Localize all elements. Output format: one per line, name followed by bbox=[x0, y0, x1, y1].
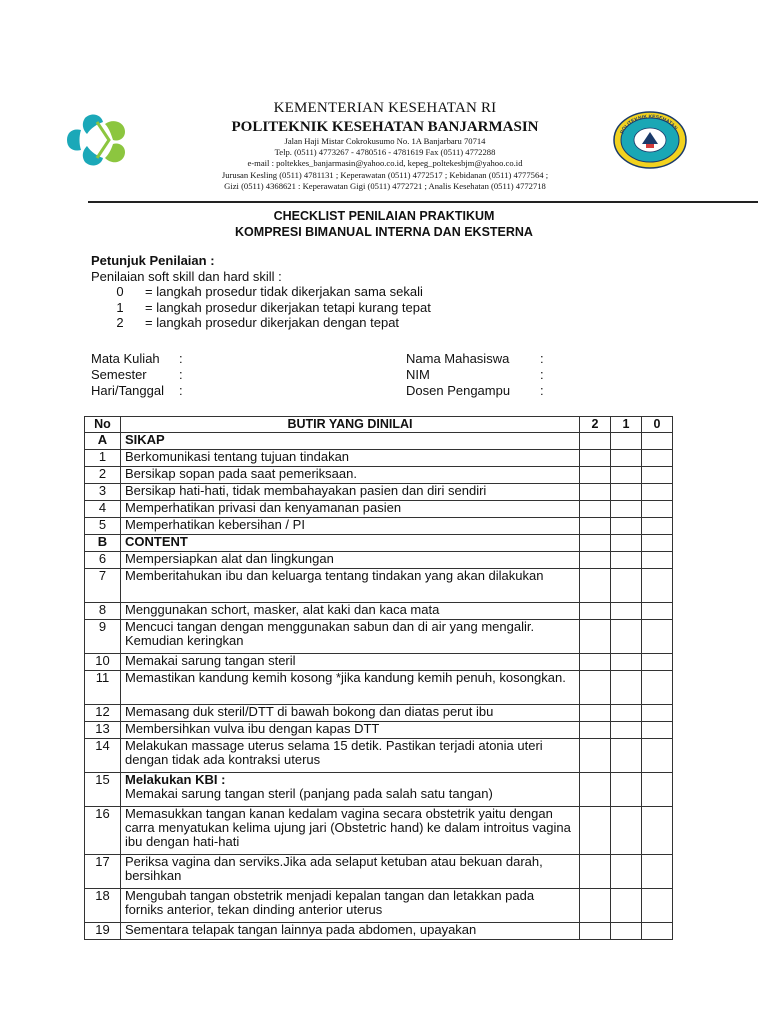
score-cell-2[interactable] bbox=[580, 433, 611, 450]
score-cell-1[interactable] bbox=[611, 807, 642, 855]
identity-colon: : bbox=[540, 367, 544, 382]
institution-name: POLITEKNIK KESEHATAN BANJARMASIN bbox=[231, 119, 539, 135]
assessment-item: Melakukan massage uterus selama 15 detik. Pastikan terjadi atonia uteri dengan tidak ada kontraksi uterus bbox=[121, 739, 580, 773]
email-line: e-mail : poltekkes_banjarmasin@yahoo.co.id, kepeg_poltekesbjm@yahoo.co.id bbox=[247, 158, 523, 169]
row-number: 11 bbox=[85, 671, 121, 705]
scale-item bbox=[91, 300, 431, 316]
assessment-item: Mempersiapkan alat dan lingkungan bbox=[121, 552, 580, 569]
identity-colon: : bbox=[540, 383, 544, 398]
score-cell-0[interactable] bbox=[642, 484, 673, 501]
scale-item bbox=[91, 284, 431, 300]
table-row bbox=[85, 807, 673, 855]
score-cell-1[interactable] bbox=[611, 518, 642, 535]
score-cell-1[interactable] bbox=[611, 484, 642, 501]
row-number: 5 bbox=[85, 518, 121, 535]
kemenkes-logo bbox=[57, 108, 133, 172]
score-cell-2[interactable] bbox=[580, 807, 611, 855]
row-number: 10 bbox=[85, 654, 121, 671]
department-line-1: Jurusan Kesling (0511) 4781131 ; Keperawatan (0511) 4772517 ; Kebidanan (0511) 4777564 ; bbox=[221, 169, 549, 180]
assessment-item: Sementara telapak tangan lainnya pada abdomen, upayakan bbox=[121, 923, 580, 940]
assessment-item: Membersihkan vulva ibu dengan kapas DTT bbox=[121, 722, 580, 739]
table-header-row bbox=[85, 417, 673, 433]
assessment-item: Mencuci tangan dengan menggunakan sabun dan di air yang mengalir. Kemudian keringkan bbox=[121, 620, 580, 654]
score-cell-2[interactable] bbox=[580, 450, 611, 467]
identity-field bbox=[406, 367, 544, 383]
score-cell-1[interactable] bbox=[611, 552, 642, 569]
letterhead bbox=[150, 99, 620, 192]
row-number: 14 bbox=[85, 739, 121, 773]
assessment-instructions bbox=[91, 253, 431, 331]
score-cell-2[interactable] bbox=[580, 535, 611, 552]
assessment-item: Menggunakan schort, masker, alat kaki dan kaca mata bbox=[121, 603, 580, 620]
letterhead-divider bbox=[88, 201, 758, 203]
score-cell-2[interactable] bbox=[580, 705, 611, 722]
assessment-item: Memasukkan tangan kanan kedalam vagina secara obstetrik yaitu dengan carra menyatukan kelima ujung jari (Obstetric hand) ke dalam introitus vagina ibu dengan hati-hati bbox=[121, 807, 580, 855]
score-cell-2[interactable] bbox=[580, 773, 611, 807]
table-row bbox=[85, 501, 673, 518]
score-cell-2[interactable] bbox=[580, 739, 611, 773]
score-cell-2[interactable] bbox=[580, 484, 611, 501]
score-cell-2[interactable] bbox=[580, 518, 611, 535]
identity-field bbox=[406, 351, 544, 367]
scale-description: = langkah prosedur dikerjakan tetapi kurang tepat bbox=[145, 299, 431, 315]
score-cell-1[interactable] bbox=[611, 855, 642, 889]
score-cell-2[interactable] bbox=[580, 722, 611, 739]
section-heading: SIKAP bbox=[121, 433, 580, 450]
row-number: B bbox=[85, 535, 121, 552]
assessment-item: Memperhatikan kebersihan / PI bbox=[121, 518, 580, 535]
instructions-heading: Petunjuk Penilaian : bbox=[91, 253, 215, 268]
identity-field bbox=[91, 367, 183, 383]
table-row bbox=[85, 923, 673, 940]
table-row bbox=[85, 773, 673, 807]
row-number: 7 bbox=[85, 569, 121, 603]
scale-list bbox=[91, 284, 431, 331]
score-cell-1[interactable] bbox=[611, 603, 642, 620]
table-row bbox=[85, 620, 673, 654]
score-cell-1[interactable] bbox=[611, 705, 642, 722]
assessment-item: Mengubah tangan obstetrik menjadi kepalan tangan dan letakkan pada forniks anterior, tekan dinding anterior uterus bbox=[121, 889, 580, 923]
row-number: 18 bbox=[85, 889, 121, 923]
identity-label: Semester bbox=[91, 367, 147, 382]
scale-value: 0 bbox=[116, 284, 124, 299]
row-number: 3 bbox=[85, 484, 121, 501]
identity-label: NIM bbox=[406, 367, 430, 382]
document-title: CHECKLIST PENILAIAN PRAKTIKUM bbox=[273, 209, 495, 223]
score-cell-1[interactable] bbox=[611, 450, 642, 467]
row-number: 9 bbox=[85, 620, 121, 654]
table-row bbox=[85, 855, 673, 889]
table-row bbox=[85, 654, 673, 671]
scale-description: = langkah prosedur tidak dikerjakan sama sekali bbox=[145, 284, 423, 299]
ministry-name: KEMENTERIAN KESEHATAN RI bbox=[273, 100, 497, 116]
score-cell-2[interactable] bbox=[580, 552, 611, 569]
score-cell-2[interactable] bbox=[580, 654, 611, 671]
row-number: 19 bbox=[85, 923, 121, 940]
poltekkes-seal bbox=[612, 110, 688, 170]
identity-label: Dosen Pengampu bbox=[406, 383, 511, 398]
instructions-intro: Penilaian soft skill dan hard skill : bbox=[91, 268, 282, 284]
row-number: A bbox=[85, 433, 121, 450]
table-row bbox=[85, 569, 673, 603]
score-cell-0[interactable] bbox=[642, 535, 673, 552]
table-row bbox=[85, 467, 673, 484]
row-number: 17 bbox=[85, 855, 121, 889]
score-cell-1[interactable] bbox=[611, 773, 642, 807]
row-number: 6 bbox=[85, 552, 121, 569]
score-cell-0[interactable] bbox=[642, 603, 673, 620]
score-cell-2[interactable] bbox=[580, 620, 611, 654]
header-no: No bbox=[85, 417, 121, 433]
table-row bbox=[85, 603, 673, 620]
score-cell-0[interactable] bbox=[642, 722, 673, 739]
score-cell-2[interactable] bbox=[580, 569, 611, 603]
score-cell-0[interactable] bbox=[642, 569, 673, 603]
phone-line: Telp. (0511) 4773267 - 4780516 - 4781619 Fax (0511) 4772288 bbox=[274, 147, 496, 158]
header-score-0: 0 bbox=[642, 417, 673, 433]
scale-item bbox=[91, 315, 431, 331]
table-row bbox=[85, 889, 673, 923]
identity-fields-left bbox=[91, 351, 183, 399]
score-cell-1[interactable] bbox=[611, 501, 642, 518]
table-row bbox=[85, 552, 673, 569]
row-number: 15 bbox=[85, 773, 121, 807]
score-cell-0[interactable] bbox=[642, 518, 673, 535]
identity-field bbox=[406, 383, 544, 399]
score-cell-1[interactable] bbox=[611, 654, 642, 671]
assessment-item: Memasang duk steril/DTT di bawah bokong dan diatas perut ibu bbox=[121, 705, 580, 722]
row-number: 4 bbox=[85, 501, 121, 518]
assessment-item: Memperhatikan privasi dan kenyamanan pasien bbox=[121, 501, 580, 518]
score-cell-1[interactable] bbox=[611, 569, 642, 603]
document-subtitle: KOMPRESI BIMANUAL INTERNA DAN EKSTERNA bbox=[235, 225, 533, 239]
score-cell-2[interactable] bbox=[580, 671, 611, 705]
score-cell-0[interactable] bbox=[642, 739, 673, 773]
identity-label: Mata Kuliah bbox=[91, 351, 160, 366]
table-row bbox=[85, 450, 673, 467]
score-cell-2[interactable] bbox=[580, 603, 611, 620]
row-number: 12 bbox=[85, 705, 121, 722]
department-line-2: Gizi (0511) 4368621 : Keperawatan Gigi (0511) 4772721 ; Analis Kesehatan (0511) 4772718 bbox=[224, 180, 546, 191]
row-number: 13 bbox=[85, 722, 121, 739]
score-cell-1[interactable] bbox=[611, 889, 642, 923]
svg-text:POLITEKNIK KESEHATAN: POLITEKNIK KESEHATAN bbox=[619, 113, 679, 135]
score-cell-0[interactable] bbox=[642, 671, 673, 705]
item-text: Memakai sarung tangan steril (panjang pada salah satu tangan) bbox=[125, 786, 493, 801]
score-cell-2[interactable] bbox=[580, 923, 611, 940]
row-number: 8 bbox=[85, 603, 121, 620]
header-score-1: 1 bbox=[611, 417, 642, 433]
row-number: 2 bbox=[85, 467, 121, 484]
score-cell-1[interactable] bbox=[611, 535, 642, 552]
header-item: BUTIR YANG DINILAI bbox=[121, 417, 580, 433]
section-heading: CONTENT bbox=[121, 535, 580, 552]
score-cell-0[interactable] bbox=[642, 552, 673, 569]
identity-field bbox=[91, 383, 183, 399]
assessment-item: Periksa vagina dan serviks.Jika ada selaput ketuban atau bekuan darah, bersihkan bbox=[121, 855, 580, 889]
scale-value: 1 bbox=[116, 299, 124, 315]
score-cell-0[interactable] bbox=[642, 654, 673, 671]
item-heading: Melakukan KBI : bbox=[125, 772, 226, 787]
identity-label: Hari/Tanggal bbox=[91, 383, 164, 398]
table-row bbox=[85, 722, 673, 739]
identity-fields-right bbox=[406, 351, 544, 399]
identity-colon: : bbox=[179, 383, 183, 398]
identity-field bbox=[91, 351, 183, 367]
assessment-item: Memberitahukan ibu dan keluarga tentang tindakan yang akan dilakukan bbox=[121, 569, 580, 603]
scale-description: = langkah prosedur dikerjakan dengan tepat bbox=[145, 315, 400, 330]
table-row bbox=[85, 739, 673, 773]
score-cell-0[interactable] bbox=[642, 773, 673, 807]
scale-value: 2 bbox=[116, 315, 124, 330]
score-cell-0[interactable] bbox=[642, 923, 673, 940]
assessment-item: Bersikap hati-hati, tidak membahayakan pasien dan diri sendiri bbox=[121, 484, 580, 501]
table-row bbox=[85, 671, 673, 705]
table-row bbox=[85, 535, 673, 552]
table-row bbox=[85, 705, 673, 722]
table-row bbox=[85, 433, 673, 450]
score-cell-1[interactable] bbox=[611, 722, 642, 739]
score-cell-1[interactable] bbox=[611, 923, 642, 940]
score-cell-1[interactable] bbox=[611, 620, 642, 654]
address-line: Jalan Haji Mistar Cokrokusumo No. 1A Banjarbaru 70714 bbox=[284, 136, 486, 146]
assessment-item: Berkomunikasi tentang tujuan tindakan bbox=[121, 450, 580, 467]
score-cell-2[interactable] bbox=[580, 855, 611, 889]
score-cell-0[interactable] bbox=[642, 620, 673, 654]
row-number: 1 bbox=[85, 450, 121, 467]
identity-label: Nama Mahasiswa bbox=[406, 351, 510, 366]
score-cell-2[interactable] bbox=[580, 501, 611, 518]
assessment-item: Memakai sarung tangan steril bbox=[121, 654, 580, 671]
table-row bbox=[85, 518, 673, 535]
score-cell-1[interactable] bbox=[611, 739, 642, 773]
header-score-2: 2 bbox=[580, 417, 611, 433]
assessment-item bbox=[121, 773, 580, 807]
row-number: 16 bbox=[85, 807, 121, 855]
score-cell-2[interactable] bbox=[580, 467, 611, 484]
score-cell-0[interactable] bbox=[642, 433, 673, 450]
score-cell-0[interactable] bbox=[642, 450, 673, 467]
score-cell-1[interactable] bbox=[611, 433, 642, 450]
table-row bbox=[85, 484, 673, 501]
score-cell-1[interactable] bbox=[611, 467, 642, 484]
score-cell-2[interactable] bbox=[580, 889, 611, 923]
score-cell-0[interactable] bbox=[642, 705, 673, 722]
score-cell-0[interactable] bbox=[642, 501, 673, 518]
identity-colon: : bbox=[179, 351, 183, 366]
checklist-table bbox=[84, 416, 673, 940]
identity-colon: : bbox=[179, 367, 183, 382]
score-cell-0[interactable] bbox=[642, 855, 673, 889]
score-cell-0[interactable] bbox=[642, 889, 673, 923]
score-cell-1[interactable] bbox=[611, 671, 642, 705]
score-cell-0[interactable] bbox=[642, 467, 673, 484]
assessment-item: Memastikan kandung kemih kosong *jika kandung kemih penuh, kosongkan. bbox=[121, 671, 580, 705]
assessment-item: Bersikap sopan pada saat pemeriksaan. bbox=[121, 467, 580, 484]
identity-colon: : bbox=[540, 351, 544, 366]
score-cell-0[interactable] bbox=[642, 807, 673, 855]
